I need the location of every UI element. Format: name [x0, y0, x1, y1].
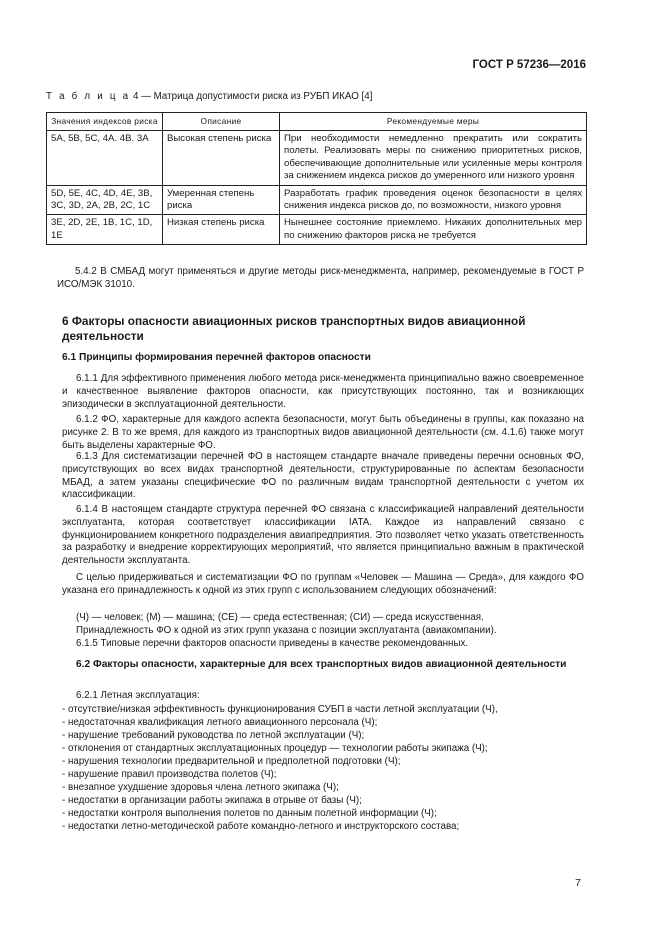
cell-measures: Нынешнее состояние приемлемо. Никаких дополнительных мер по снижению факторов риска не требуется [280, 215, 587, 245]
table-row [47, 185, 587, 215]
list-item: - нарушение правил производства полетов (Ч); [62, 769, 277, 780]
hazard-list [62, 703, 584, 833]
table-caption-label: Т а б л и ц а [46, 91, 131, 102]
table-caption-text: 4 — Матрица допустимости риска из РУБП ИКАО [4] [132, 91, 373, 102]
list-item: - отсутствие/низкая эффективность функционирования СУБП в части летной эксплуатации (Ч), [62, 704, 498, 715]
list-item: - недостаточная квалификация летного авиационного персонала (Ч); [62, 717, 378, 728]
page-number: 7 [575, 877, 581, 889]
paragraph-group-codes: (Ч) — человек; (М) — машина; (СЕ) — среда естественная; (СИ) — среда искусственная. [76, 612, 484, 623]
table-row [47, 131, 587, 186]
paragraph-6-1-4: 6.1.4 В настоящем стандарте структура перечней ФО связана с классификацией направлений деятельности эксплуатанта, которая соответствует классификации IATA. Каждое из направлений связано с функционированием конкретного подразделения авиапредприятия. Это позволяет четко указать ответственность за разработку и внедрение корректирующих мероприятий, что является принципиально важным в практической деятельности эксплуатанта. [62, 504, 584, 567]
document-code: ГОСТ Р 57236—2016 [472, 59, 586, 71]
paragraph-6-1-1: 6.1.1 Для эффективного применения любого метода риск-менеджмента принципиально важно своевременное и качественное выявление факторов опасности, как присутствующих постоянно, так и возникающих эпизодически в эксплуатационной деятельности. [62, 373, 584, 410]
list-item: - недостатки контроля выполнения полетов по данным полетной информации (Ч); [62, 808, 437, 819]
list-item: - недостатки летно-методической работе командно-летного и инструкторского состава; [62, 821, 460, 832]
paragraph-6-2-1: 6.2.1 Летная эксплуатация: [76, 690, 200, 701]
list-item: - отклонения от стандартных эксплуатационных процедур — технологии работы экипажа (Ч); [62, 743, 488, 754]
risk-matrix-table [46, 112, 587, 245]
cell-measures: При необходимости немедленно прекратить или сократить полеты. Реализовать меры по снижению приоритетных рисков, обеспечивающие дополнительные или усиленные меры контроля за снижением индекса рисков до умеренного или низкого уровня [280, 131, 587, 186]
subsection-6-2-heading: 6.2 Факторы опасности, характерные для всех транспортных видов авиационной деятельности [76, 659, 567, 670]
paragraph-5-4-2: 5.4.2 В СМБАД могут применяться и другие методы риск-менеджмента, например, рекомендуемые в ГОСТ Р ИСО/МЭК 31010. [57, 266, 584, 290]
column-header-description: Описание [163, 113, 280, 131]
list-item: - внезапное ухудшение здоровья члена летного экипажа (Ч); [62, 782, 339, 793]
paragraph-belonging: Принадлежность ФО к одной из этих групп указана с позиции эксплуатанта (авиакомпании). [76, 625, 497, 636]
paragraph-6-1-3: 6.1.3 Для систематизации перечней ФО в настоящем стандарте вначале приведены перечни основных ФО, присутствующих во всех видах транспортной деятельности, структурированные по аспектам безопасности МБАД, а затем указаны специфические ФО по различным видам транспортной деятельности с учетом их классификации. [62, 451, 584, 501]
section-6-heading: 6 Факторы опасности авиационных рисков транспортных видов авиационной деятельности [62, 314, 526, 343]
table-header-row [47, 113, 587, 131]
cell-risk-index: 5А, 5В, 5С, 4А. 4В. 3А [47, 131, 163, 186]
cell-measures: Разработать график проведения оценок безопасности в целях снижения индекса рисков до, по возможности, низкого уровня [280, 185, 587, 215]
cell-risk-index: 3Е, 2D, 2Е, 1В, 1С, 1D, 1Е [47, 215, 163, 245]
cell-description: Высокая степень риска [163, 131, 280, 186]
subsection-6-1-heading: 6.1 Принципы формирования перечней факторов опасности [62, 352, 371, 363]
list-item: - нарушения технологии предварительной и предполетной подготовки (Ч); [62, 756, 401, 767]
list-item: - недостатки в организации работы экипажа в отрыве от базы (Ч); [62, 795, 362, 806]
table-row [47, 215, 587, 245]
cell-risk-index: 5D, 5Е, 4С, 4D, 4Е, 3В, 3С, 3D, 2А, 2В, 2С, 1С [47, 185, 163, 215]
table-caption [46, 91, 372, 102]
paragraph-6-1-2: 6.1.2 ФО, характерные для каждого аспекта безопасности, могут быть объединены в группы, как показано на рисунке 2. В то же время, для каждого из транспортных видов авиационной деятельности (см. 4.1.6) также могут быть выделены характерные ФО. [62, 414, 584, 451]
cell-description: Умеренная степень риска [163, 185, 280, 215]
column-header-measures: Рекомендуемые меры [280, 113, 587, 131]
list-item: - нарушение требований руководства по летной эксплуатации (Ч); [62, 730, 365, 741]
cell-description: Низкая степень риска [163, 215, 280, 245]
column-header-index: Значения индексов риска [47, 113, 163, 131]
paragraph-6-1-5: 6.1.5 Типовые перечни факторов опасности приведены в качестве рекомендованных. [76, 638, 469, 649]
paragraph-goal: С целью придерживаться и систематизации ФО по группам «Человек — Машина — Среда», для каждого ФО указана его принадлежность к одной из этих групп с использованием следующих обозначений: [62, 572, 584, 596]
